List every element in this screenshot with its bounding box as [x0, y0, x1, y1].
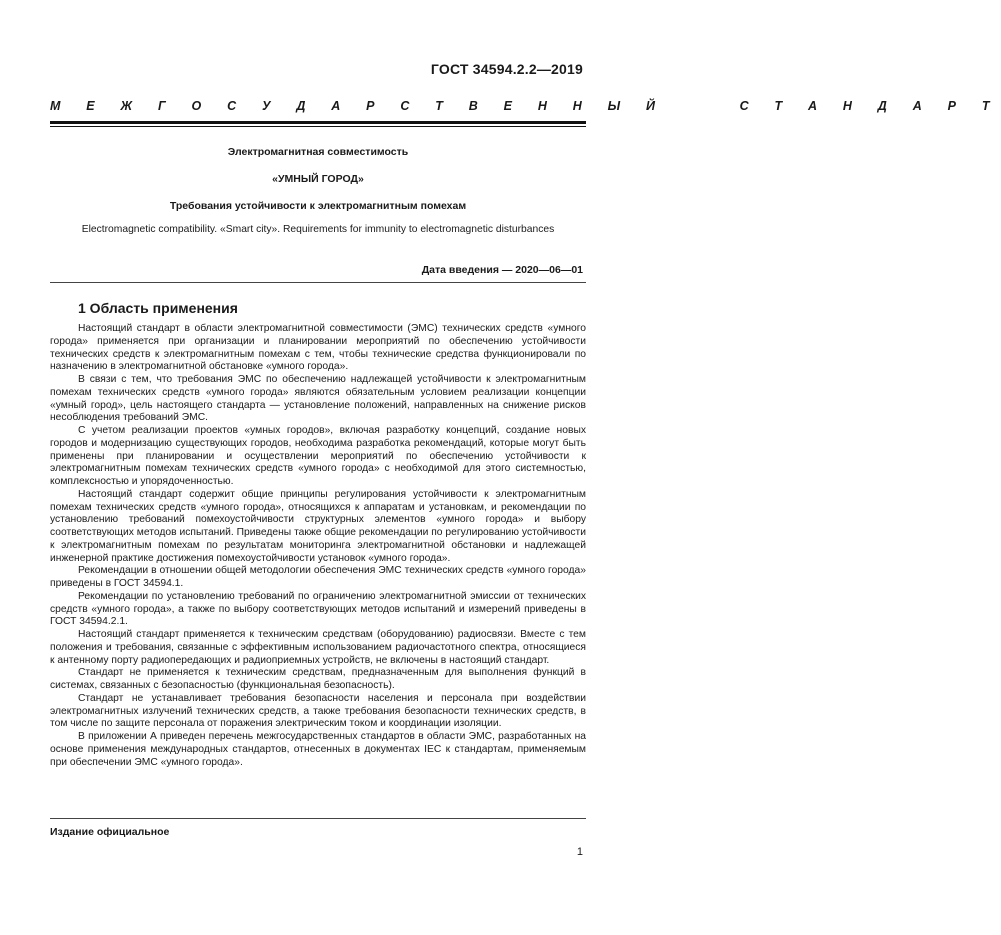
paragraph: В связи с тем, что требования ЭМС по обеспечению надлежащей устойчивости к электромагнитным помехам технических средств «умного города» являются обязательным условием реализации концепции «умный город», цель настоящего стандарта — установление положений, направленных на снижение рисков несоблюдения требований ЭМС. — [50, 374, 586, 424]
title-line-2: «УМНЫЙ ГОРОД» — [272, 173, 364, 185]
title-line-1: Электромагнитная совместимость — [227, 146, 409, 158]
paragraph: С учетом реализации проектов «умных городов», включая разработку концепций, создание новых городов и модернизацию существующих городов, необходима разработка рекомендаций, которые могут быть применены при планировании и осуществлении мероприятий по обеспечению устойчивости к электромагнитным помехам технических средств «умного города» с необходимой для этого системностью, комплексностью и упорядоченностью. — [50, 425, 586, 487]
page-number: 1 — [576, 846, 583, 858]
paragraph: Стандарт не применяется к техническим средствам, предназначенным для выполнения функций в системах, связанных с безопасностью (функциональная безопасность). — [50, 667, 586, 691]
paragraph: Рекомендации по установлению требований по ограничению электромагнитной эмиссии от технических средств «умного города», а также по выбору соответствующих методов испытаний и измерений приведены в ГОСТ 34594.2.1. — [50, 590, 586, 628]
date-rule — [50, 282, 586, 283]
paragraph: Рекомендации в отношении общей методологии обеспечения ЭМС технических средств «умного города» приведены в ГОСТ 34594.1. — [50, 565, 586, 589]
edition-label: Издание официальное — [50, 826, 170, 838]
header-rule-thick — [50, 121, 586, 124]
english-title: Electromagnetic compatibility. «Smart city». Requirements for immunity to electromagnetic disturbances — [81, 224, 555, 235]
footer-rule — [50, 818, 586, 819]
standard-code: ГОСТ 34594.2.2—2019 — [430, 61, 583, 77]
paragraph: Настоящий стандарт в области электромагнитной совместимости (ЭМС) технических средств «умного города» применяется при организации и планировании мероприятий по обеспечению устойчивости технических средств к электромагнитным помехам с тем, чтобы технические средства функционировали по назначению в электромагнитной обстановке «умного города». — [50, 323, 586, 373]
intro-date: Дата введения — 2020—06—01 — [421, 264, 583, 276]
paragraph: Настоящий стандарт содержит общие принципы регулирования устойчивости к электромагнитным помехам технических средств «умного города», относящихся к аппаратам и установкам, и рекомендации по установлению требований помехоустойчивости структурных элементов «умного города» и выбору соответствующих методов испытаний. Приведены также общие рекомендации по регулированию устойчивости к электромагнитным помехам по результатам мониторинга электромагнитной обстановки и надлежащей инженерной практике достижения помехоустойчивости установок «умного города». — [50, 488, 586, 564]
title-line-3: Требования устойчивости к электромагнитным помехам — [169, 200, 467, 212]
standard-type-heading: М Е Ж Г О С У Д А Р С Т В Е Н Н Ы Й С Т А Н Д А Р Т — [50, 99, 1001, 113]
header-rule-thin — [50, 126, 586, 127]
section-title: 1 Область применения — [78, 300, 238, 316]
paragraph: В приложении А приведен перечень межгосударственных стандартов в области ЭМС, разработанных на основе применения международных стандартов, отнесенных в документах IEC к стандартам, применяемым при обеспечении ЭМС «умного города». — [50, 731, 586, 768]
paragraph: Настоящий стандарт применяется к техническим средствам (оборудованию) радиосвязи. Вместе с тем положения и требования, связанные с эффективным использованием радиочастотного спектра, относящиеся к антенному порту радиопередающих и радиоприемных устройств, не включены в настоящий стандарт. — [50, 629, 586, 666]
section-body — [50, 323, 586, 769]
paragraph: Стандарт не устанавливает требования безопасности населения и персонала при воздействии электромагнитных излучений технических средств, а также требования безопасности технических средств, в том числе по защите персонала от поражения электрическим током и координации изоляции. — [50, 692, 586, 730]
